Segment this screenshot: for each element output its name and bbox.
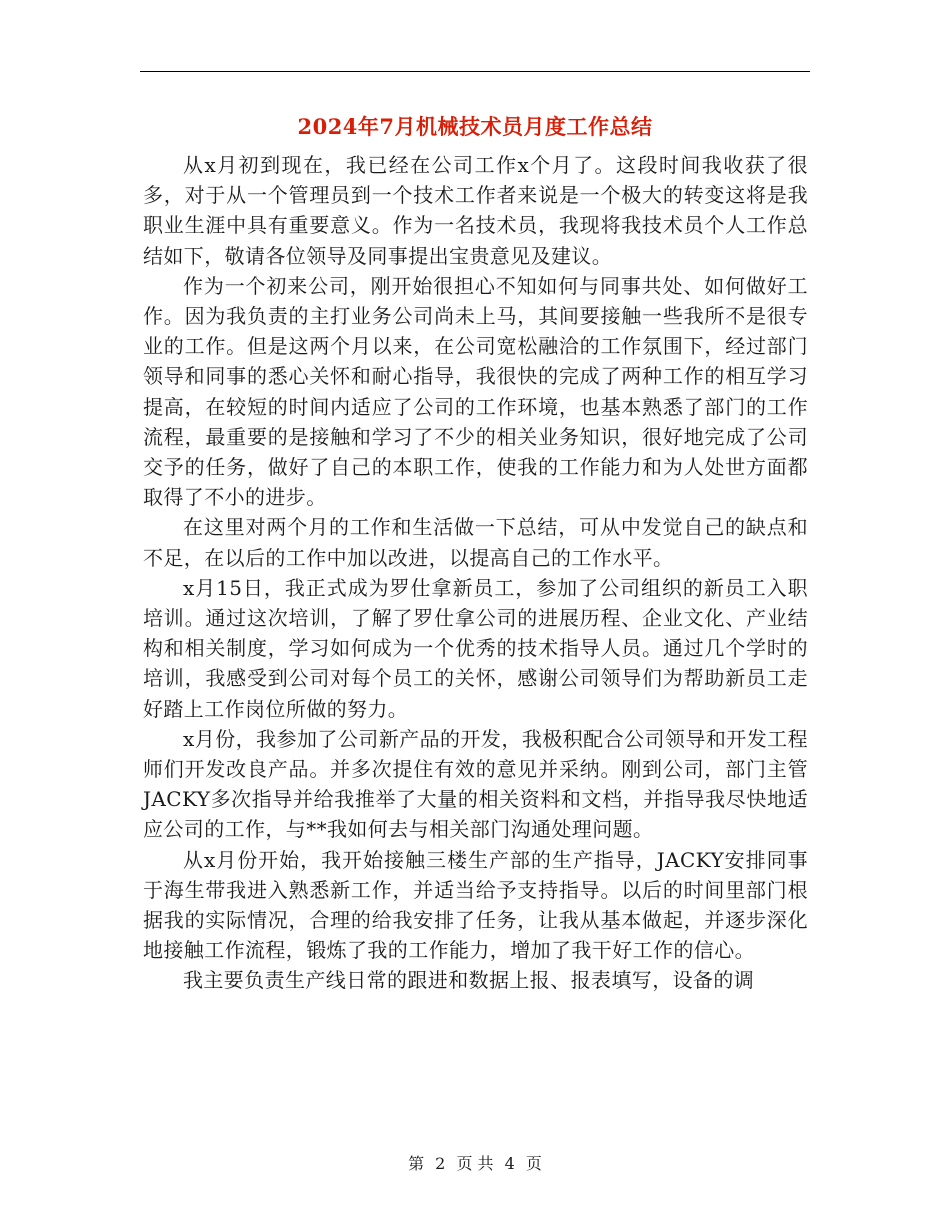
footer-suffix: 页 xyxy=(525,1154,542,1173)
paragraph: x月15日，我正式成为罗仕拿新员工，参加了公司组织的新员工入职培训。通过这次培训，了解了罗仕拿公司的进展历程、企业文化、产业结构和相关制度，学习如何成为一个优秀的技术指导人员。通过几个学时的培训，我感受到公司对每个员工的关怀，感谢公司领导们为帮助新员工走好踏上工作岗位所做的努力。 xyxy=(143,575,808,721)
current-page-number: 2 xyxy=(435,1154,446,1173)
paragraph: x月份，我参加了公司新产品的开发，我极积配合公司领导和开发工程师们开发改良产品。并多次提住有效的意见并采纳。刚到公司，部门主管JACKY多次指导并给我推举了大量的相关资料和文档，并指导我尽快地适应公司的工作，与**我如何去与相关部门沟通处理问题。 xyxy=(143,726,808,842)
paragraph: 从x月份开始，我开始接触三楼生产部的生产指导，JACKY安排同事于海生带我进入熟悉新工作，并适当给予支持指导。以后的时间里部门根据我的实际情况，合理的给我安排了任务，让我从基本做起，并逐步深化地接触工作流程，锻炼了我的工作能力，增加了我干好工作的信心。 xyxy=(143,847,808,963)
document-body xyxy=(143,150,808,996)
paragraph: 在这里对两个月的工作和生活做一下总结，可从中发觉自己的缺点和不足，在以后的工作中加以改进，以提高自己的工作水平。 xyxy=(143,515,808,570)
total-pages-number: 4 xyxy=(504,1154,515,1173)
page-footer xyxy=(0,1152,950,1176)
footer-middle: 页 共 xyxy=(456,1154,494,1173)
paragraph: 我主要负责生产线日常的跟进和数据上报、报表填写，设备的调 xyxy=(183,968,755,993)
paragraph: 从x月初到现在，我已经在公司工作x个月了。这段时间我收获了很多，对于从一个管理员到一个技术工作者来说是一个极大的转变这将是我职业生涯中具有重要意义。作为一名技术员，我现将我技术员个人工作总结如下，敬请各位领导及同事提出宝贵意见及建议。 xyxy=(143,153,808,268)
paragraph: 作为一个初来公司，刚开始很担心不知如何与同事共处、如何做好工作。因为我负责的主打业务公司尚未上马，其间要接触一些我所不是很专业的工作。但是这两个月以来，在公司宽松融洽的工作氛围下，经过部门领导和同事的悉心关怀和耐心指导，我很快的完成了两种工作的相互学习提高，在较短的时间内适应了公司的工作环境，也基本熟悉了部门的工作流程，最重要的是接触和学习了不少的相关业务知识，很好地完成了公司交予的任务，做好了自己的本职工作，使我的工作能力和为人处世方面都取得了不小的进步。 xyxy=(143,273,808,510)
document-title: 2024年7月机械技术员月度工作总结 xyxy=(297,114,653,139)
footer-prefix: 第 xyxy=(408,1154,425,1173)
header-rule xyxy=(140,71,810,72)
